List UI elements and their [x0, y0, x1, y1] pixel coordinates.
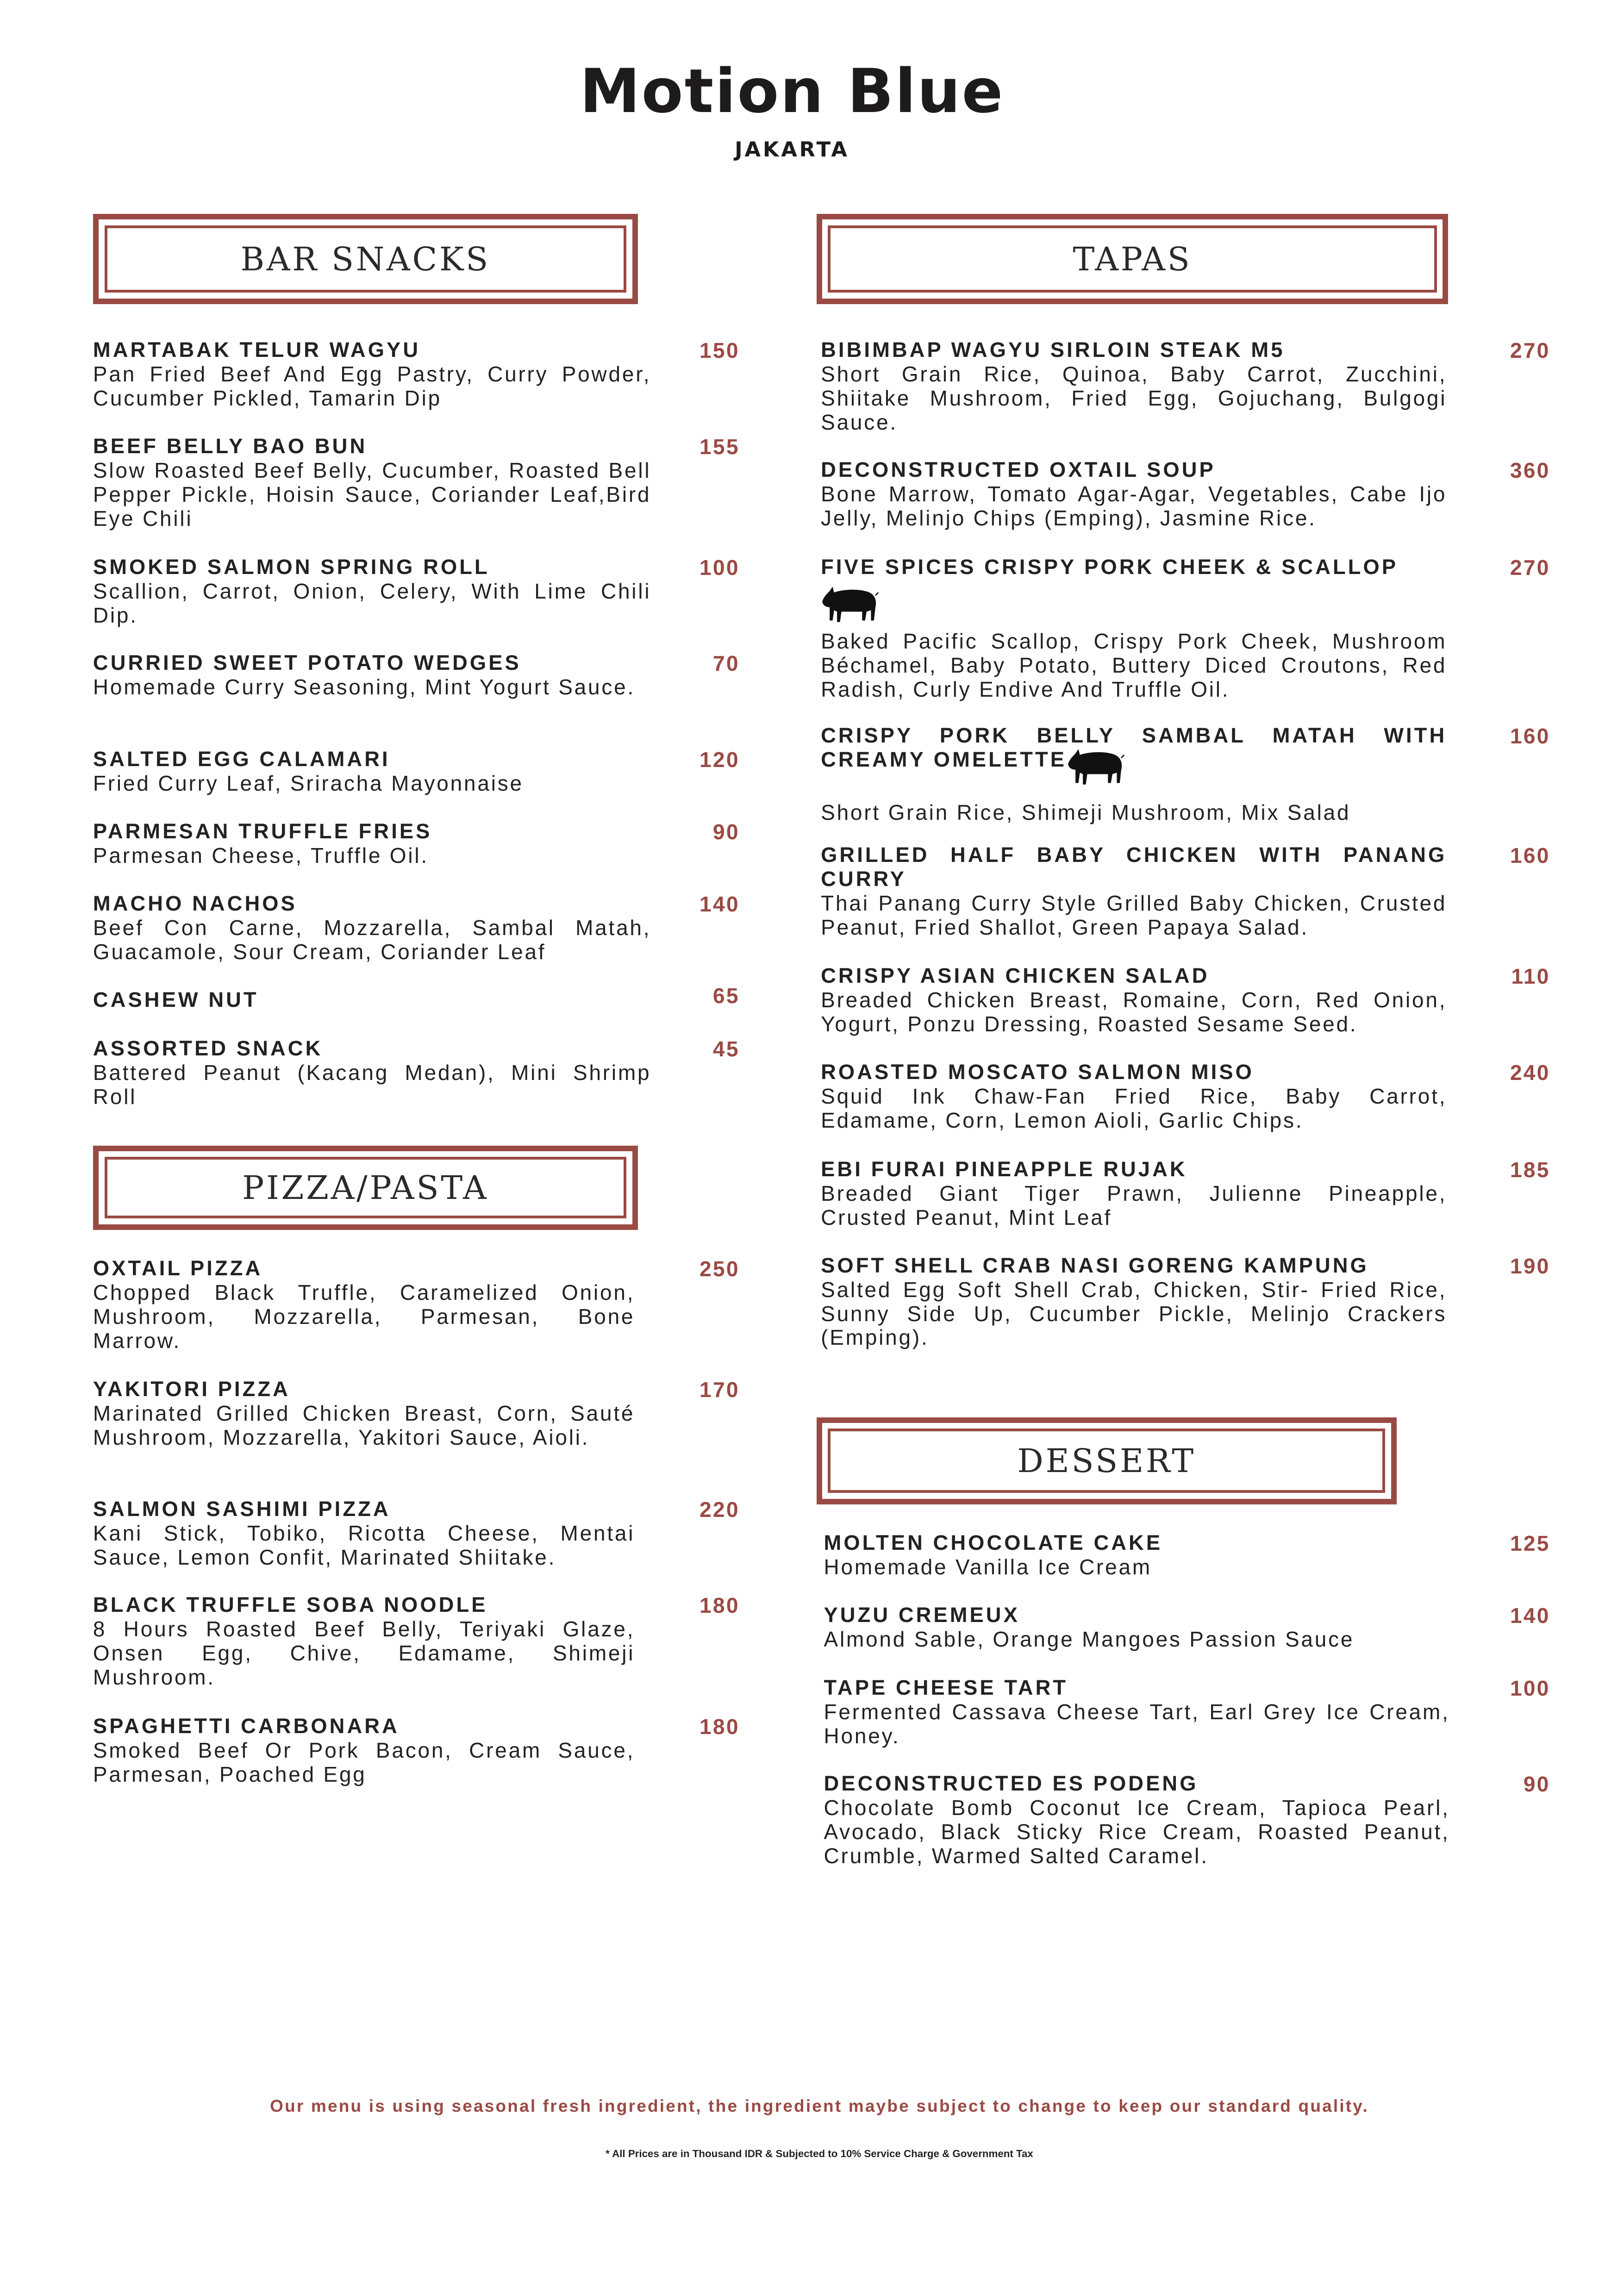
menu-item — [821, 964, 1447, 1036]
item-name — [821, 555, 1447, 579]
item-price: 125 — [1510, 1531, 1550, 1556]
item-price: 180 — [700, 1593, 740, 1618]
item-description: Breaded Giant Tiger Prawn, Julienne Pineapple, Crusted Peanut, Mint Leaf — [821, 1181, 1447, 1230]
item-price: 100 — [1510, 1676, 1550, 1700]
menu-item — [93, 892, 651, 964]
item-name — [821, 724, 1447, 786]
menu-item — [821, 338, 1447, 434]
item-description: Short Grain Rice, Quinoa, Baby Carrot, Zucchini, Shiitake Mushroom, Fried Egg, Gojuchang, Bulgogi Sauce. — [821, 362, 1447, 435]
item-description: Chopped Black Truffle, Caramelized Onion, Mushroom, Mozzarella, Parmesan, Bone Marrow. — [93, 1280, 635, 1353]
item-name-text: CURRIED SWEET POTATO WEDGES — [93, 651, 521, 675]
item-name-text: FIVE SPICES CRISPY PORK CHEEK & SCALLOP — [821, 555, 1399, 579]
item-description: 8 Hours Roasted Beef Belly, Teriyaki Glaze, Onsen Egg, Chive, Edamame, Shimeji Mushroom. — [93, 1617, 635, 1689]
section-title: DESSERT — [1017, 1441, 1196, 1480]
menu-item — [93, 1497, 635, 1569]
item-description: Fried Curry Leaf, Sriracha Mayonnaise — [93, 771, 524, 795]
item-name — [93, 651, 651, 675]
section-title: PIZZA/PASTA — [242, 1168, 489, 1207]
item-name — [93, 1256, 635, 1280]
item-name — [93, 1593, 635, 1617]
item-price: 270 — [1510, 555, 1550, 580]
item-name-text: DECONSTRUCTED OXTAIL SOUP — [821, 457, 1216, 481]
item-price: 250 — [700, 1256, 740, 1281]
item-name-text: MARTABAK TELUR WAGYU — [93, 338, 421, 362]
item-price: 190 — [1510, 1254, 1550, 1278]
item-price: 120 — [700, 747, 740, 772]
menu-item — [824, 1603, 1450, 1651]
item-name — [821, 964, 1447, 988]
item-name-text: TAPE CHEESE TART — [824, 1675, 1068, 1699]
menu-item — [93, 819, 651, 867]
item-name — [93, 555, 651, 579]
menu-item — [821, 555, 1447, 701]
item-description: Squid Ink Chaw-Fan Fried Rice, Baby Carrot, Edamame, Corn, Lemon Aioli, Garlic Chips. — [821, 1084, 1447, 1132]
item-price: 45 — [712, 1036, 740, 1061]
menu-item — [93, 1593, 635, 1689]
item-description: Marinated Grilled Chicken Breast, Corn, Sauté Mushroom, Mozzarella, Yakitori Sauce, Aioli. — [93, 1401, 635, 1450]
pig-icon — [1067, 748, 1126, 786]
menu-item — [93, 1036, 651, 1109]
item-description: Short Grain Rice, Shimeji Mushroom, Mix Salad — [821, 800, 1351, 825]
item-price: 270 — [1510, 338, 1550, 363]
menu-item — [824, 1676, 1450, 1748]
menu-item — [93, 555, 651, 627]
item-name — [93, 819, 651, 843]
item-name-text: OXTAIL PIZZA — [93, 1256, 263, 1280]
item-price: 150 — [700, 338, 740, 363]
item-name-text: SOFT SHELL CRAB NASI GORENG KAMPUNG — [821, 1253, 1369, 1277]
menu-item — [93, 338, 651, 410]
menu-item — [821, 724, 1447, 825]
item-name-text: PARMESAN TRUFFLE FRIES — [93, 819, 432, 843]
item-name — [821, 1060, 1447, 1084]
item-description: Fermented Cassava Cheese Tart, Earl Grey Ice Cream, Honey. — [824, 1699, 1450, 1748]
item-description: Chocolate Bomb Coconut Ice Cream, Tapioca Pearl, Avocado, Black Sticky Rice Cream, Roasted Peanut, Crumble, Warmed Salted Caramel. — [824, 1795, 1450, 1868]
section-header-bar-snacks — [93, 214, 638, 304]
item-price: 100 — [700, 555, 740, 580]
item-price: 170 — [700, 1378, 740, 1402]
seasonal-note: Our menu is using seasonal fresh ingredient, the ingredient maybe subject to change to keep our standard quality. — [270, 2096, 1369, 2115]
item-name — [93, 434, 651, 458]
item-name — [93, 1497, 635, 1521]
menu-item — [93, 434, 651, 530]
section-header-pizza-pasta — [93, 1146, 638, 1230]
item-name — [93, 1036, 651, 1061]
item-description: Bone Marrow, Tomato Agar-Agar, Vegetables, Cabe Ijo Jelly, Melinjo Chips (Emping), Jasmine Rice. — [821, 481, 1447, 530]
item-name-text: MACHO NACHOS — [93, 892, 297, 916]
item-name-text: BIBIMBAP WAGYU SIRLOIN STEAK M5 — [821, 338, 1285, 362]
item-description: Kani Stick, Tobiko, Ricotta Cheese, Mentai Sauce, Lemon Confit, Marinated Shiitake. — [93, 1521, 635, 1569]
item-price: 185 — [1510, 1158, 1550, 1182]
item-price: 360 — [1510, 458, 1550, 482]
item-name-text: EBI FURAI PINEAPPLE RUJAK — [821, 1157, 1187, 1181]
section-title: TAPAS — [1073, 240, 1192, 278]
item-name-text: SALTED EGG CALAMARI — [93, 747, 390, 771]
item-description: Smoked Beef Or Pork Bacon, Cream Sauce, Parmesan, Poached Egg — [93, 1738, 635, 1786]
item-name-text: BLACK TRUFFLE SOBA NOODLE — [93, 1593, 488, 1617]
menu-item — [821, 1157, 1447, 1229]
item-description: Thai Panang Curry Style Grilled Baby Chicken, Crusted Peanut, Fried Shallot, Green Papaya Salad. — [821, 891, 1447, 939]
item-name-text: SPAGHETTI CARBONARA — [93, 1714, 400, 1738]
item-name — [821, 843, 1447, 891]
menu-item — [824, 1772, 1450, 1868]
section-header-dessert — [817, 1417, 1397, 1504]
item-name-text: YAKITORI PIZZA — [93, 1377, 290, 1401]
menu-item — [824, 1531, 1450, 1579]
item-description: Battered Peanut (Kacang Medan), Mini Shrimp Roll — [93, 1060, 651, 1109]
item-name — [821, 458, 1447, 482]
item-price: 160 — [1510, 843, 1550, 867]
item-name — [93, 988, 651, 1012]
item-name-text: ROASTED MOSCATO SALMON MISO — [821, 1060, 1254, 1084]
item-name-text: BEEF BELLY BAO BUN — [93, 434, 368, 458]
item-price: 240 — [1510, 1060, 1550, 1085]
item-price: 140 — [1510, 1603, 1550, 1628]
section-header-tapas — [817, 214, 1449, 304]
item-description: Almond Sable, Orange Mangoes Passion Sauce — [824, 1627, 1355, 1652]
item-name-text: GRILLED HALF BABY CHICKEN WITH PANANG CURRY — [821, 842, 1447, 891]
item-name-text: SALMON SASHIMI PIZZA — [93, 1497, 391, 1521]
item-name — [824, 1531, 1450, 1555]
item-name — [821, 338, 1447, 362]
menu-item — [93, 651, 651, 699]
menu-item — [93, 988, 651, 1012]
menu-item — [821, 458, 1447, 530]
item-price: 70 — [712, 651, 740, 676]
menu-item — [821, 1060, 1447, 1132]
brand-logo: Motion Blue — [580, 56, 1005, 127]
item-name — [93, 747, 651, 771]
price-disclaimer: * All Prices are in Thousand IDR & Subjected to 10% Service Charge & Government Tax — [606, 2148, 1033, 2160]
menu-item — [93, 1714, 635, 1786]
item-name — [824, 1603, 1450, 1627]
menu-item — [821, 1254, 1447, 1350]
item-name-text: SMOKED SALMON SPRING ROLL — [93, 555, 490, 579]
item-price: 110 — [1511, 964, 1550, 989]
item-price: 90 — [712, 819, 740, 844]
item-name — [93, 1714, 635, 1738]
menu-item — [93, 747, 651, 795]
item-description: Parmesan Cheese, Truffle Oil. — [93, 843, 429, 867]
item-price: 220 — [700, 1497, 740, 1522]
menu-item — [93, 1377, 635, 1449]
item-description: Beef Con Carne, Mozzarella, Sambal Matah, Guacamole, Sour Cream, Coriander Leaf — [93, 916, 651, 964]
item-name-text: CRISPY ASIAN CHICKEN SALAD — [821, 964, 1210, 988]
item-name — [821, 1254, 1447, 1278]
item-name-text: CRISPY PORK BELLY SAMBAL MATAH WITH CREAMY OMELETTE — [821, 723, 1447, 771]
item-name-text: YUZU CREMEUX — [824, 1603, 1020, 1627]
item-price: 140 — [700, 892, 740, 917]
item-description: Slow Roasted Beef Belly, Cucumber, Roasted Bell Pepper Pickle, Hoisin Sauce, Coriander Leaf,Bird Eye Chili — [93, 458, 651, 530]
item-description: Scallion, Carrot, Onion, Celery, With Lime Chili Dip. — [93, 579, 651, 628]
item-name-text: MOLTEN CHOCOLATE CAKE — [824, 1531, 1163, 1555]
item-description: Homemade Curry Seasoning, Mint Yogurt Sauce. — [93, 675, 636, 699]
item-description: Homemade Vanilla Ice Cream — [824, 1555, 1152, 1579]
brand-city: JAKARTA — [735, 137, 849, 162]
item-price: 160 — [1510, 724, 1550, 748]
item-name — [821, 1157, 1447, 1181]
item-price: 65 — [712, 983, 740, 1008]
item-description: Breaded Chicken Breast, Romaine, Corn, Red Onion, Yogurt, Ponzu Dressing, Roasted Sesame Seed. — [821, 988, 1447, 1036]
section-title: BAR SNACKS — [240, 240, 491, 278]
item-price: 155 — [700, 434, 740, 459]
item-name — [824, 1676, 1450, 1700]
pig-icon — [821, 585, 880, 624]
item-name-text: ASSORTED SNACK — [93, 1036, 323, 1060]
item-name-text: CASHEW NUT — [93, 987, 259, 1011]
item-description: Salted Egg Soft Shell Crab, Chicken, Stir- Fried Rice, Sunny Side Up, Cucumber Pickle, Melinjo Crackers (Emping). — [821, 1277, 1447, 1350]
menu-item — [821, 843, 1447, 939]
item-description: Baked Pacific Scallop, Crispy Pork Cheek, Mushroom Béchamel, Baby Potato, Buttery Diced Croutons, Red Radish, Curly Endive And Truffle Oil. — [821, 629, 1447, 702]
item-name — [824, 1772, 1450, 1796]
item-name — [93, 338, 651, 362]
item-price: 180 — [700, 1714, 740, 1739]
item-name — [93, 1377, 635, 1401]
item-name — [93, 892, 651, 916]
item-description: Pan Fried Beef And Egg Pastry, Curry Powder, Cucumber Pickled, Tamarin Dip — [93, 362, 651, 411]
menu-item — [93, 1256, 635, 1353]
item-name-text: DECONSTRUCTED ES PODENG — [824, 1771, 1199, 1795]
item-price: 90 — [1523, 1772, 1550, 1796]
